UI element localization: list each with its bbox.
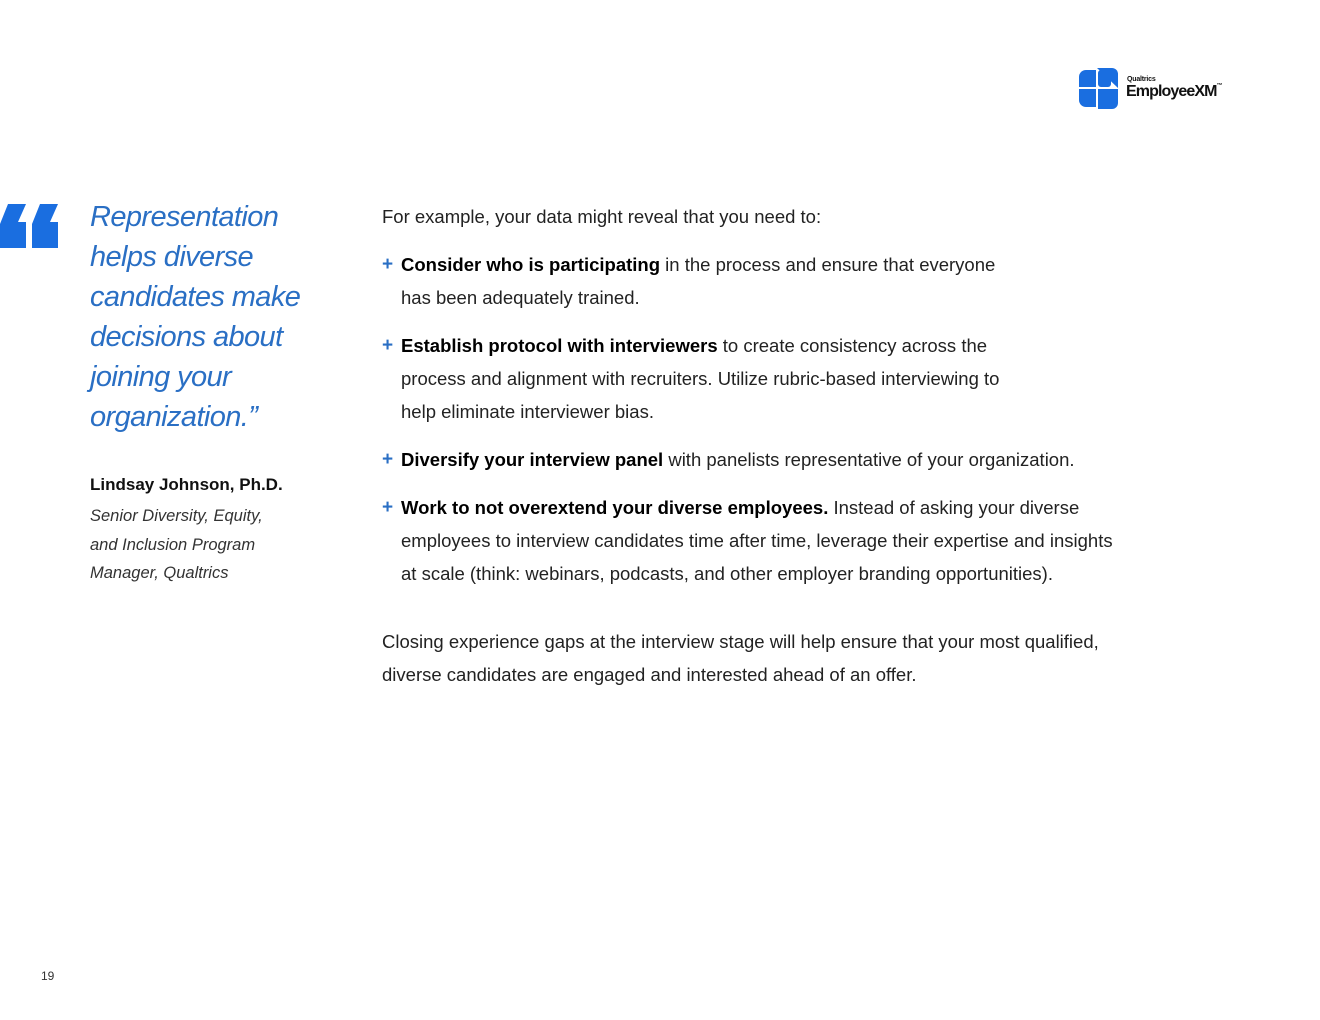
brand-product-name (1126, 83, 1223, 101)
trademark-symbol: ™ (1216, 83, 1223, 89)
bullet-text: with panelists representative of your organization. (663, 449, 1075, 470)
list-item (382, 248, 1242, 314)
plus-icon: + (382, 497, 394, 518)
bullet-line: at scale (think: webinars, podcasts, and other employer branding opportunities). (401, 563, 1053, 584)
quote-line: organization.” (90, 401, 258, 433)
closing-paragraph (382, 625, 1242, 691)
bullet-heading: Diversify your interview panel (401, 449, 664, 470)
plus-icon: + (382, 254, 394, 275)
closing-line: diverse candidates are engaged and interested ahead of an offer. (382, 664, 917, 685)
bullet-heading: Work to not overextend your diverse employees. (401, 497, 829, 518)
list-item (382, 329, 1242, 428)
bullet-text: in the process and ensure that everyone (660, 254, 996, 275)
bullet-first-line (401, 329, 1242, 362)
bullet-first-line (401, 491, 1242, 524)
author-title-line: and Inclusion Program (90, 535, 256, 554)
quote-line: candidates make (90, 281, 301, 313)
bullet-heading: Establish protocol with interviewers (401, 335, 718, 356)
bullet-line: employees to interview candidates time after time, leverage their expertise and insights (401, 530, 1113, 551)
qualtrics-logo-icon (1077, 68, 1118, 109)
quotation-mark-icon (0, 204, 60, 248)
bullet-line: has been adequately trained. (401, 287, 640, 308)
plus-icon: + (382, 335, 394, 356)
quote-line: decisions about (90, 321, 283, 353)
bullet-text: Instead of asking your diverse (828, 497, 1080, 518)
closing-line: Closing experience gaps at the interview stage will help ensure that your most qualified, (382, 631, 1099, 652)
plus-icon: + (382, 449, 394, 470)
quote-author-name: Lindsay Johnson, Ph.D. (90, 475, 283, 494)
main-content (382, 200, 1242, 691)
intro-paragraph: For example, your data might reveal that you need to: (382, 206, 822, 227)
brand-name-small: Qualtrics (1127, 76, 1156, 83)
bullet-first-line (401, 443, 1242, 476)
page-number: 19 (41, 969, 55, 983)
bullet-line: process and alignment with recruiters. Utilize rubric-based interviewing to (401, 368, 1000, 389)
list-item (382, 491, 1242, 590)
recommendation-list (382, 248, 1242, 590)
brand-product-text: EmployeeXM (1126, 83, 1217, 100)
bullet-first-line (401, 248, 1242, 281)
pull-quote (90, 197, 340, 437)
list-item (382, 443, 1242, 476)
bullet-heading: Consider who is participating (401, 254, 661, 275)
author-title-line: Manager, Qualtrics (90, 564, 229, 582)
qualtrics-employeexm-logo (1077, 68, 1237, 110)
quote-line: Representation (90, 201, 279, 233)
quote-line: helps diverse (90, 241, 254, 273)
quote-author-title (90, 502, 330, 588)
bullet-line: help eliminate interviewer bias. (401, 401, 654, 422)
bullet-text: to create consistency across the (717, 335, 988, 356)
quote-line: joining your (90, 361, 232, 393)
author-title-line: Senior Diversity, Equity, (90, 507, 263, 525)
